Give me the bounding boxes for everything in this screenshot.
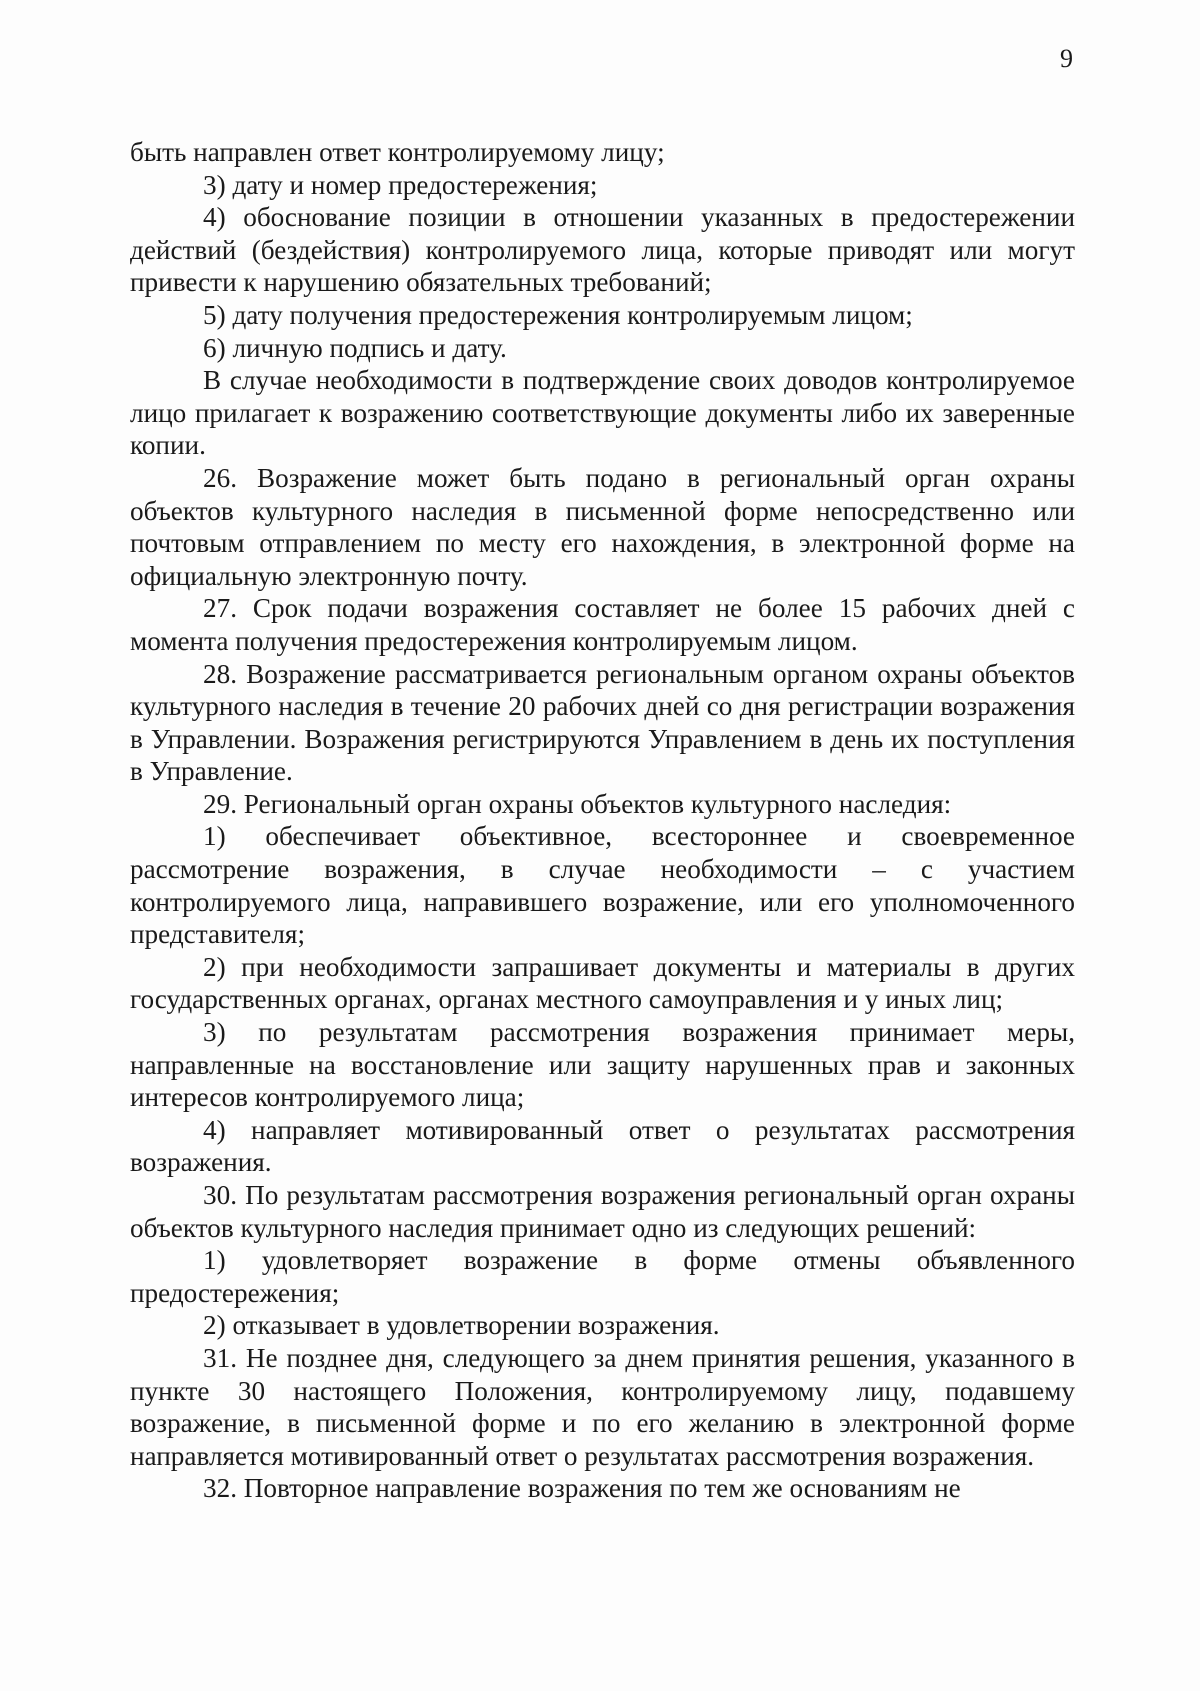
paragraph: 3) по результатам рассмотрения возражения принимает меры, направленные на восстановление или защиту нарушенных прав и законных интересов контролируемого лица; xyxy=(130,1017,1075,1113)
paragraph: 29. Региональный орган охраны объектов культурного наследия: xyxy=(203,788,952,819)
paragraph: 30. По результатам рассмотрения возражения региональный орган охраны объектов культурного наследия принимает одно из следующих решений: xyxy=(130,1180,1075,1243)
page-number: 9 xyxy=(1060,44,1073,73)
paragraph: 6) личную подпись и дату. xyxy=(203,332,507,363)
paragraph: 4) направляет мотивированный ответ о результатах рассмотрения возражения. xyxy=(130,1114,1075,1178)
paragraph: 2) при необходимости запрашивает документы и материалы в других государственных органах, органах местного самоуправления и у иных лиц; xyxy=(130,951,1075,1015)
paragraph: 31. Не позднее дня, следующего за днем принятия решения, указанного в пункте 30 настоящего Положения, контролируемому лицу, подавшему возражение, в письменной форме и по его желанию в электронной форме направляется мотивированный ответ о результатах рассмотрения возражения. xyxy=(130,1342,1075,1471)
paragraph: 4) обоснование позиции в отношении указанных в предостережении действий (бездействия) контролируемого лица, которые приводят или могут привести к нарушению обязательных требований; xyxy=(130,202,1075,298)
paragraph: 26. Возражение может быть подано в региональный орган охраны объектов культурного наследия в письменной форме непосредственно или почтовым отправлением по месту его нахождения, в электронной форме на официальную электронную почту. xyxy=(130,462,1075,591)
paragraph: 32. Повторное направление возражения по тем же основаниям не xyxy=(203,1473,961,1504)
paragraph: 2) отказывает в удовлетворении возражения. xyxy=(203,1310,720,1341)
paragraph: 1) удовлетворяет возражение в форме отмены объявленного предостережения; xyxy=(130,1245,1075,1308)
paragraph: 27. Срок подачи возражения составляет не более 15 рабочих дней с момента получения предостережения контролируемым лицом. xyxy=(130,593,1075,656)
paragraph: 5) дату получения предостережения контролируемым лицом; xyxy=(203,299,913,330)
paragraph: 1) обеспечивает объективное, всестороннее и своевременное рассмотрение возражения, в случае необходимости – с участием контролируемого лица, направившего возражение, или его уполномоченного представителя; xyxy=(130,821,1075,950)
document-body xyxy=(130,136,1075,1505)
paragraph: 3) дату и номер предостережения; xyxy=(203,169,598,200)
paragraph: 28. Возражение рассматривается региональным органом охраны объектов культурного наследия в течение 20 рабочих дней со дня регистрации возражения в Управлении. Возражения регистрируются Управлением в день их поступления в Управление. xyxy=(130,658,1075,787)
paragraph: быть направлен ответ контролируемому лицу; xyxy=(130,137,665,167)
paragraph: В случае необходимости в подтверждение своих доводов контролируемое лицо прилагает к возражению соответствующие документы либо их заверенные копии. xyxy=(130,365,1075,461)
